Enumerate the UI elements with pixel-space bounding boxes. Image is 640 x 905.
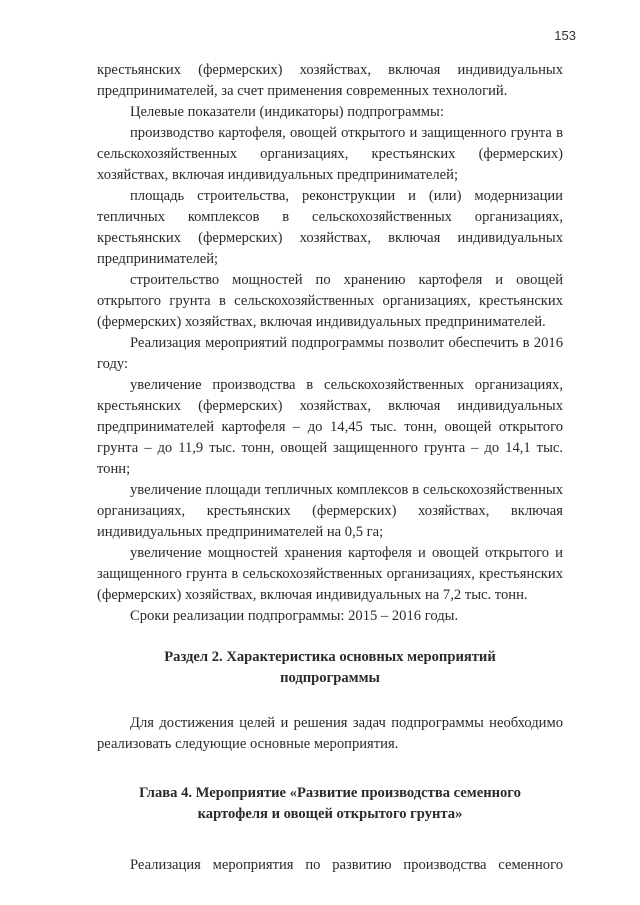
paragraph-results-intro: Реализация мероприятий подпрограммы позволит обеспечить в 2016 году: [97, 335, 563, 372]
paragraph-result-production: увеличение производства в сельскохозяйственных организациях, крестьянских (фермерских) хозяйствах, включая индивидуальных предпринимателей картофеля – до 14,45 тыс. тонн, овощей открытого грунта – до 11,9 тыс. тонн, овощей защищенного грунта – до 14,1 тыс. тонн; [97, 377, 563, 477]
paragraph-section-intro: Для достижения целей и решения задач подпрограммы необходимо реализовать следующие основные мероприятия. [97, 715, 563, 752]
paragraph-targets-intro: Целевые показатели (индикаторы) подпрограммы: [130, 104, 444, 120]
paragraph-result-storage: увеличение мощностей хранения картофеля и овощей открытого и защищенного грунта в сельскохозяйственных организациях, крестьянских (фермерских) хозяйствах, включая индивидуальных на 7,2 тыс. тонн. [97, 545, 563, 603]
section-heading-line1: Раздел 2. Характеристика основных мероприятий [164, 649, 496, 665]
chapter-heading-line1: Глава 4. Мероприятие «Развитие производства семенного [139, 785, 521, 801]
paragraph-chapter-intro: Реализация мероприятия по развитию производства семенного [130, 857, 563, 873]
page-number: 153 [554, 28, 576, 43]
document-body [97, 60, 563, 876]
paragraph-timeline: Сроки реализации подпрограммы: 2015 – 2016 годы. [130, 608, 459, 624]
paragraph-target-greenhouse-area: площадь строительства, реконструкции и (или) модернизации тепличных комплексов в сельскохозяйственных организациях, крестьянских (фермерских) хозяйствах, включая индивидуальных предпринимателей; [97, 188, 563, 267]
section-heading [97, 647, 563, 689]
paragraph-result-greenhouse: увеличение площади тепличных комплексов в сельскохозяйственных организациях, крестьянских (фермерских) хозяйствах, включая индивидуальных предпринимателей на 0,5 га; [97, 482, 563, 540]
chapter-heading-line2: картофеля и овощей открытого грунта» [197, 806, 463, 822]
section-heading-line2: подпрограммы [280, 670, 380, 686]
paragraph-target-production: производство картофеля, овощей открытого и защищенного грунта в сельскохозяйственных организациях, крестьянских (фермерских) хозяйствах, включая индивидуальных предпринимателей; [97, 125, 563, 183]
paragraph-target-storage: строительство мощностей по хранению картофеля и овощей открытого грунта в сельскохозяйственных организациях, крестьянских (фермерских) хозяйствах, включая индивидуальных предпринимателей. [97, 272, 563, 330]
paragraph-continuation: крестьянских (фермерских) хозяйствах, включая индивидуальных предпринимателей, за счет применения современных технологий. [97, 62, 563, 99]
chapter-heading [97, 783, 563, 825]
